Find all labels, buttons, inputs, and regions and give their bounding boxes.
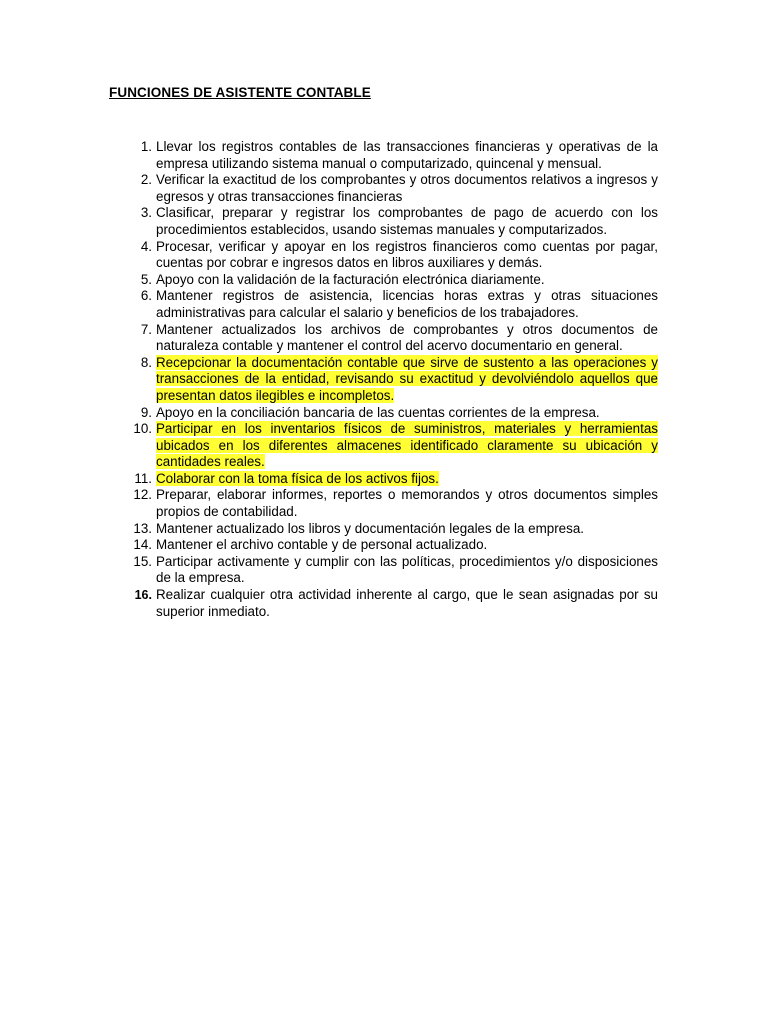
- functions-list: [109, 139, 658, 620]
- list-item: [109, 521, 658, 538]
- list-item: [109, 537, 658, 554]
- highlighted-item-text: Participar en los inventarios físicos de suministros, materiales y herramientas ubicados en los diferentes almacenes identificado claramente su ubicación y cantidades reales.: [156, 421, 658, 470]
- item-text: Llevar los registros contables de las transacciones financieras y operativas de la empresa utilizando sistema manual o computarizado, quincenal y mensual.: [156, 139, 658, 171]
- item-number: 7.: [140, 321, 152, 337]
- item-text: Mantener actualizados los archivos de comprobantes y otros documentos de naturaleza contable y mantener el control del acervo documentario en general.: [156, 321, 658, 354]
- list-item: [109, 487, 658, 520]
- item-number: 14.: [133, 537, 152, 553]
- list-item: [109, 272, 658, 289]
- item-number: 15.: [133, 553, 152, 569]
- item-text: Apoyo con la validación de la facturación electrónica diariamente.: [156, 271, 545, 287]
- item-text: Mantener el archivo contable y de personal actualizado.: [156, 537, 488, 553]
- item-text: Preparar, elaborar informes, reportes o memorandos y otros documentos simples propios de contabilidad.: [156, 487, 658, 520]
- item-number: 9.: [140, 404, 152, 420]
- item-number: 4.: [140, 238, 152, 254]
- item-text: Realizar cualquier otra actividad inherente al cargo, que le sean asignadas por su superior inmediato.: [156, 587, 658, 619]
- list-item: [109, 554, 658, 587]
- highlighted-item-text: Recepcionar la documentación contable que sirve de sustento a las operaciones y transacciones de la entidad, revisando su exactitud y devolviéndolo aquellos que presentan datos ilegibles e incompletos.: [156, 354, 658, 403]
- list-item: [109, 288, 658, 321]
- list-item: [109, 205, 658, 238]
- list-item: [109, 322, 658, 355]
- highlighted-item-text: Colaborar con la toma física de los activos fijos.: [156, 470, 439, 486]
- item-text: Procesar, verificar y apoyar en los registros financieros como cuentas por pagar, cuentas por cobrar e ingresos datos en libros auxiliares y demás.: [156, 238, 658, 271]
- list-item: [109, 172, 658, 205]
- item-number: 13.: [133, 520, 152, 536]
- item-number: 10.: [133, 421, 152, 437]
- list-item: [109, 139, 658, 172]
- list-item: [109, 405, 658, 422]
- list-item: [109, 355, 658, 405]
- item-text: Mantener registros de asistencia, licencias horas extras y otras situaciones administrativas para calcular el salario y beneficios de los trabajadores.: [156, 288, 658, 320]
- item-number: 5.: [140, 271, 152, 287]
- item-number: 12.: [133, 487, 152, 503]
- list-item: [109, 587, 658, 620]
- document-title: FUNCIONES DE ASISTENTE CONTABLE: [109, 85, 371, 100]
- item-text: Mantener actualizado los libros y documentación legales de la empresa.: [156, 520, 584, 536]
- item-text: Clasificar, preparar y registrar los comprobantes de pago de acuerdo con los procedimientos establecidos, usando sistemas manuales y computarizados.: [156, 205, 658, 237]
- item-number: 8.: [140, 354, 152, 370]
- item-text: Verificar la exactitud de los comprobantes y otros documentos relativos a ingresos y egresos y otras transacciones financieras: [156, 172, 658, 204]
- list-item: [109, 239, 658, 272]
- item-number: 2.: [140, 172, 152, 188]
- item-number: 1.: [140, 139, 152, 154]
- item-text: Participar activamente y cumplir con las políticas, procedimientos y/o disposiciones de la empresa.: [156, 553, 658, 586]
- list-item: [109, 471, 658, 488]
- item-text: Apoyo en la conciliación bancaria de las cuentas corrientes de la empresa.: [156, 404, 600, 420]
- list-item: [109, 421, 658, 471]
- item-number: 16.: [134, 588, 152, 603]
- item-number: 3.: [140, 205, 152, 221]
- item-number: 6.: [140, 288, 152, 304]
- item-number: 11.: [134, 470, 152, 486]
